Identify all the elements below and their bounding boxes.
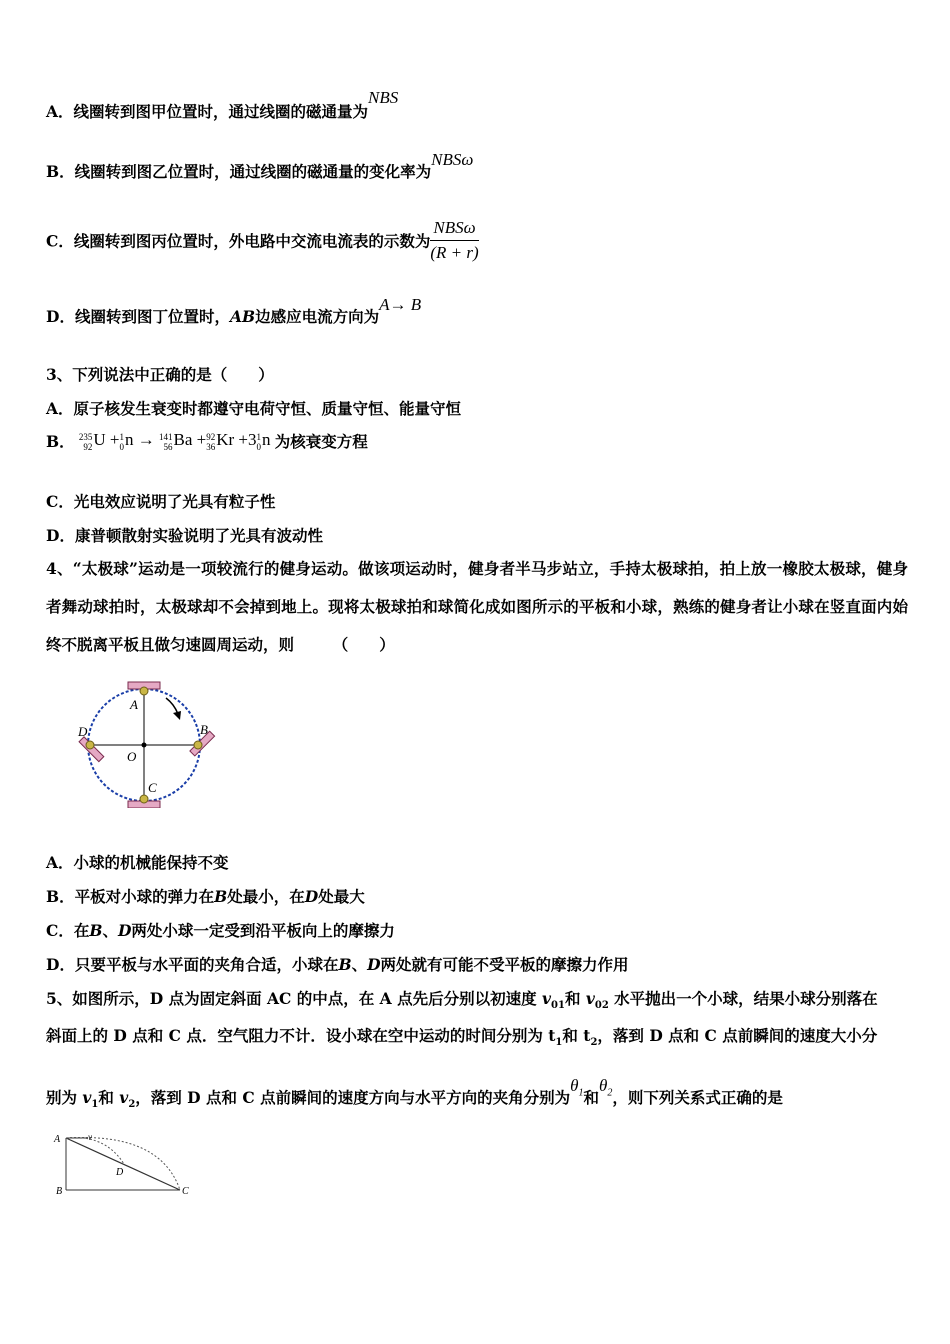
velocity-symbol: v <box>119 1088 129 1107</box>
subscript: 02 <box>594 1000 609 1012</box>
subscript: 1 <box>555 1037 563 1049</box>
q2-option-d <box>46 295 422 327</box>
text: 两处就有可能不受平板的摩擦力作用 <box>380 955 629 974</box>
u-isotope <box>79 432 93 452</box>
arrow-head <box>173 711 181 720</box>
u-symbol: U <box>93 430 106 450</box>
kr-isotope <box>206 432 215 452</box>
q3-option-d: D．康普顿散射实验说明了光具有波动性 <box>46 526 323 545</box>
text: 、 <box>102 921 118 940</box>
kr-mass: 92 <box>206 431 216 442</box>
ball-b <box>194 741 202 749</box>
q3-option-a: A．原子核发生衰变时都遵守电荷守恒、质量守恒、能量守恒 <box>46 399 462 418</box>
label-b: B <box>56 1186 63 1197</box>
point-label: B <box>89 921 103 940</box>
n-isotope <box>119 432 124 452</box>
point-label: D <box>367 955 381 974</box>
subscript: 2 <box>607 1087 613 1099</box>
text: 斜面上的 D 点和 C 点．空气阻力不计．设小球在空中运动的时间分别为 t <box>46 1026 556 1045</box>
plus: + <box>196 430 207 450</box>
q5-line-2 <box>46 1024 877 1048</box>
option-text: A．线圈转到图甲位置时，通过线圈的磁通量为 <box>46 102 369 121</box>
text: 两处小球一定受到沿平板向上的摩擦力 <box>131 921 395 940</box>
formula: NBS <box>368 88 399 107</box>
q3-stem: 3、下列说法中正确的是（ ） <box>46 365 274 384</box>
text: 处最大 <box>318 887 365 906</box>
kr-number: 36 <box>206 441 216 452</box>
q3-option-b <box>46 430 368 452</box>
theta-1 <box>570 1076 584 1099</box>
ba-mass: 141 <box>158 431 173 442</box>
q4-option-b <box>46 885 365 907</box>
theta-symbol: θ <box>570 1076 579 1095</box>
text: 别为 <box>46 1088 83 1107</box>
label-d: D <box>116 1167 124 1178</box>
label-a: A <box>54 1134 61 1145</box>
plus: + <box>109 430 120 450</box>
label-c: C <box>148 780 157 795</box>
fraction-numerator: NBSω <box>430 218 478 241</box>
text: B．平板对小球的弹力在 <box>46 887 215 906</box>
point-label: D <box>304 887 319 906</box>
q4-stem: 4、“太极球”运动是一项较流行的健身运动。做该项运动时，健身者半马步站立，手持太极球拍，拍上放一橡胶太极球，健身者舞动球拍时，太极球却不会掉到地上。现将太极球拍和球简化成如图所示的平板和小球，熟练的健身者让小球在竖直面内始终不脱离平板且做匀速圆周运动，则 （ ） <box>46 559 908 654</box>
ba-symbol: Ba <box>173 430 193 450</box>
n-mass: 1 <box>119 431 124 442</box>
center-point <box>142 743 147 748</box>
subscript: 1 <box>91 1099 99 1111</box>
ball-a <box>140 687 148 695</box>
arrow: → <box>137 430 155 450</box>
text: 和 t <box>562 1026 591 1045</box>
q5-line-3 <box>46 1076 783 1111</box>
q2-option-b <box>46 150 474 182</box>
incline-line <box>66 1138 180 1190</box>
subscript: 2 <box>128 1099 136 1111</box>
subscript: 1 <box>578 1087 584 1099</box>
subscript: 01 <box>551 1000 565 1012</box>
q4-option-c <box>46 919 395 941</box>
n-number: 0 <box>119 441 124 452</box>
option-text-tail: 边感应电流方向为 <box>255 307 380 326</box>
q5-line-1 <box>46 987 878 1011</box>
rotation-arrow <box>166 698 178 714</box>
formula: A→ B <box>379 295 422 314</box>
q4-option-a: A．小球的机械能保持不变 <box>46 853 229 872</box>
ball-c <box>140 795 148 803</box>
text: 处最小，在 <box>227 887 305 906</box>
theta-2 <box>599 1076 613 1099</box>
coefficient: 3 <box>248 430 257 450</box>
n2-isotope <box>257 432 262 452</box>
q4-option-d <box>46 953 629 975</box>
text: 水平抛出一个小球，结果小球分别落在 <box>608 989 878 1008</box>
theta-symbol: θ <box>599 1076 608 1095</box>
text: D．只要平板与水平面的夹角合适，小球在 <box>46 955 339 974</box>
option-label: B． <box>46 432 75 451</box>
text: 5、如图所示，D 点为固定斜面 AC 的中点，在 A 点先后分别以初速度 <box>46 989 542 1008</box>
point-label: B <box>338 955 352 974</box>
u-number: 92 <box>83 441 93 452</box>
label-a: A <box>130 697 138 712</box>
kr-symbol: Kr <box>216 430 235 450</box>
fraction-formula <box>430 218 478 263</box>
label-d: D <box>78 724 88 739</box>
ba-isotope <box>159 432 173 452</box>
point-label: B <box>214 887 228 906</box>
text: C．在 <box>46 921 90 940</box>
velocity-symbol: v <box>585 989 595 1008</box>
fraction-denominator: (R + r) <box>430 243 479 262</box>
q2-option-c <box>46 218 479 263</box>
text: ，落到 D 点和 C 点前瞬间的速度大小分 <box>597 1026 878 1045</box>
nuclear-equation <box>75 430 275 452</box>
option-text: D．线圈转到图丁位置时， <box>46 307 230 326</box>
option-text: B．线圈转到图乙位置时，通过线圈的磁通量的变化率为 <box>46 162 432 181</box>
label-v: v <box>88 1132 92 1142</box>
formula: NBSω <box>431 150 474 169</box>
text: 和 <box>583 1088 600 1107</box>
ball-d <box>86 741 94 749</box>
n2-mass: 1 <box>256 431 262 442</box>
taiji-ball-figure <box>70 678 230 808</box>
velocity-symbol: v <box>82 1088 92 1107</box>
edge-label: AB <box>229 307 256 326</box>
text: 和 <box>98 1088 120 1107</box>
option-suffix: 为核衰变方程 <box>274 432 368 451</box>
ba-number: 56 <box>163 441 173 452</box>
text: ，则下列关系式正确的是 <box>612 1088 783 1107</box>
label-c: C <box>182 1186 189 1197</box>
plus: + <box>238 430 249 450</box>
option-text: C．线圈转到图丙位置时，外电路中交流电流表的示数为 <box>46 231 431 251</box>
label-b: B <box>200 722 208 737</box>
label-o: O <box>127 749 137 764</box>
q2-option-a <box>46 88 399 122</box>
point-label: D <box>117 921 132 940</box>
subscript: 2 <box>590 1037 598 1049</box>
q3-option-c: C．光电效应说明了光具有粒子性 <box>46 492 276 511</box>
u-mass: 235 <box>78 431 93 442</box>
text: 、 <box>351 955 368 974</box>
text: ，落到 D 点和 C 点前瞬间的速度方向与水平方向的夹角分别为 <box>135 1088 571 1107</box>
n2-symbol: n <box>262 430 271 450</box>
n2-number: 0 <box>256 441 262 452</box>
incline-figure <box>50 1128 200 1200</box>
text: 和 <box>564 989 586 1008</box>
n-symbol: n <box>124 430 134 450</box>
velocity-symbol: v <box>542 989 552 1008</box>
